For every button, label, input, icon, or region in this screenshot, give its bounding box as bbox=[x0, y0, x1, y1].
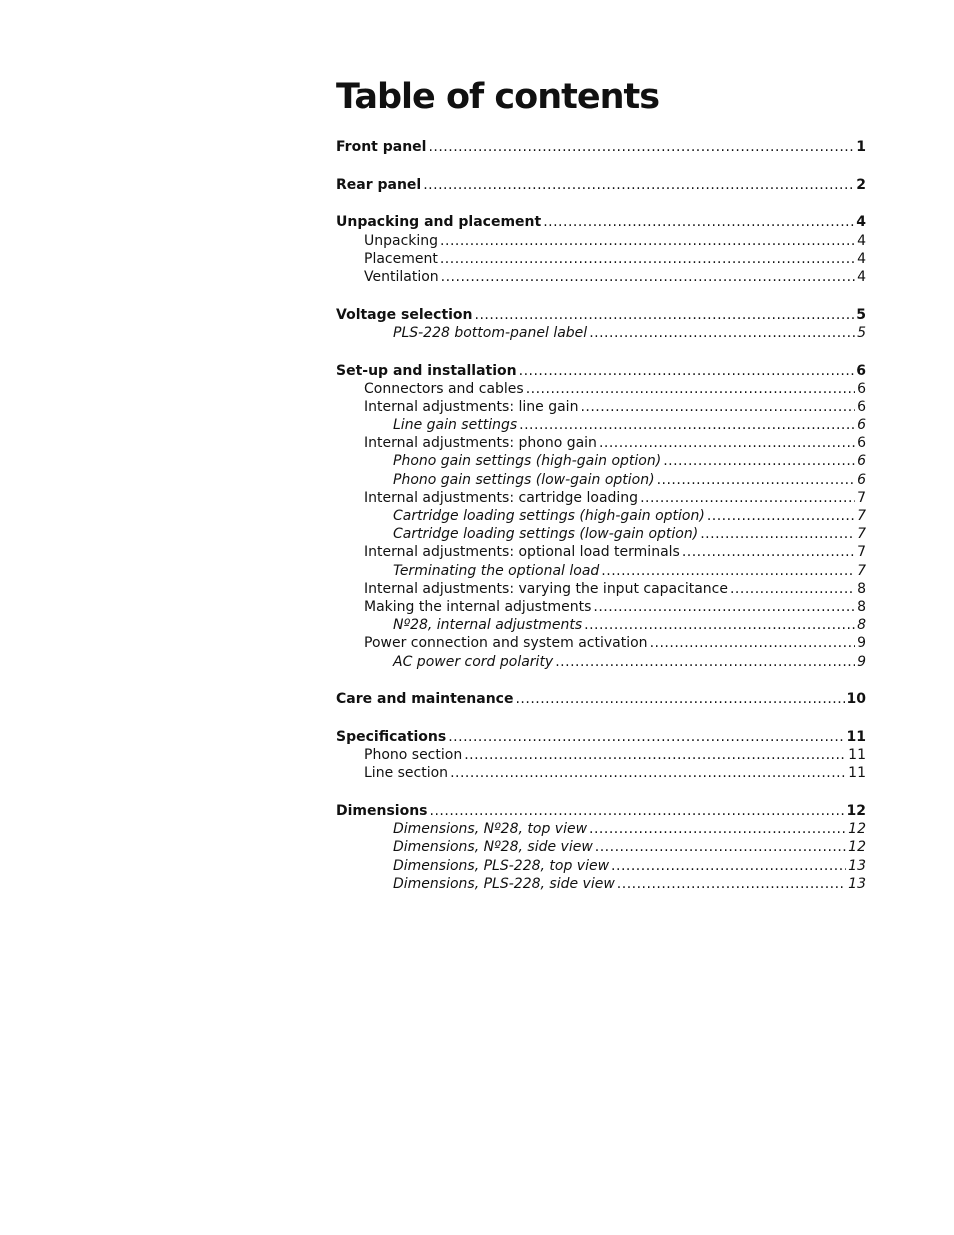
toc-dot-leader bbox=[450, 764, 846, 782]
toc-entry-label: Dimensions, Nº28, side view bbox=[393, 839, 593, 856]
toc-entry-label: Set-up and installation bbox=[336, 362, 517, 379]
toc-page-number: 7 bbox=[857, 562, 866, 579]
toc-page-number: 12 bbox=[846, 802, 866, 819]
toc-page-number: 5 bbox=[857, 324, 866, 341]
toc-entry-label: Internal adjustments: phono gain bbox=[364, 435, 597, 452]
toc-entry-label: Internal adjustments: varying the input capacitance bbox=[364, 580, 728, 597]
toc-dot-leader bbox=[584, 616, 855, 634]
toc-entry-label: PLS-228 bottom-panel label bbox=[393, 324, 588, 341]
toc-page-number: 12 bbox=[848, 839, 866, 856]
toc-page-number: 12 bbox=[848, 821, 866, 838]
toc-dot-leader bbox=[430, 802, 845, 820]
toc-dot-leader bbox=[423, 176, 854, 194]
toc-dot-leader bbox=[657, 471, 856, 489]
toc-section-entry[interactable] bbox=[336, 138, 866, 156]
toc-page-number: 13 bbox=[848, 857, 866, 874]
toc-dot-leader bbox=[707, 507, 855, 525]
toc-subsubsection-entry[interactable] bbox=[336, 507, 866, 525]
toc-entry-label: Unpacking bbox=[364, 232, 439, 249]
toc-entry-label: Making the internal adjustments bbox=[364, 598, 592, 615]
toc-entry-label: Line gain settings bbox=[393, 417, 518, 434]
toc-subsubsection-entry[interactable] bbox=[336, 416, 866, 434]
toc-dot-leader bbox=[595, 838, 846, 856]
toc-dot-leader bbox=[519, 362, 855, 380]
toc-dot-leader bbox=[555, 653, 855, 671]
toc-entry-label: Phono section bbox=[364, 747, 463, 764]
toc-dot-leader bbox=[617, 875, 846, 893]
toc-dot-leader bbox=[519, 416, 855, 434]
toc-entry-label: Cartridge loading settings (high-gain option) bbox=[393, 508, 705, 524]
toc-entry-label: Rear panel bbox=[336, 176, 422, 193]
toc-dot-leader bbox=[650, 634, 856, 652]
toc-entry-label: Connectors and cables bbox=[364, 380, 524, 397]
toc-subsubsection-entry[interactable] bbox=[336, 471, 866, 489]
toc-entry-label: Front panel bbox=[336, 139, 427, 155]
toc-section-entry[interactable] bbox=[336, 176, 866, 194]
toc-subsection-entry[interactable] bbox=[336, 250, 866, 268]
toc-entry-label: Ventilation bbox=[364, 268, 439, 285]
toc-subsubsection-entry[interactable] bbox=[336, 616, 866, 634]
toc-page-number: 8 bbox=[857, 598, 866, 615]
toc-page-number: 6 bbox=[857, 435, 866, 452]
toc-page-number: 9 bbox=[857, 653, 866, 670]
toc-subsection-entry[interactable] bbox=[336, 580, 866, 598]
toc-entry-label: Cartridge loading settings (low-gain option) bbox=[393, 526, 699, 543]
toc-entry-label: Phono gain settings (high-gain option) bbox=[393, 453, 662, 470]
toc-entry-label: Unpacking and placement bbox=[336, 214, 542, 231]
toc-dot-leader bbox=[580, 398, 855, 416]
toc-subsubsection-entry[interactable] bbox=[336, 875, 866, 893]
toc-entry-label: Internal adjustments: line gain bbox=[364, 398, 579, 415]
toc-section-entry[interactable] bbox=[336, 728, 866, 746]
toc-subsection-entry[interactable] bbox=[336, 380, 866, 398]
toc-page-number: 6 bbox=[857, 453, 866, 470]
toc-dot-leader bbox=[475, 306, 855, 324]
toc-page-number: 7 bbox=[857, 526, 866, 543]
toc-page-number: 9 bbox=[857, 635, 866, 652]
toc-dot-leader bbox=[611, 857, 846, 875]
toc-dot-leader bbox=[593, 598, 855, 616]
toc-entry-label: AC power cord polarity bbox=[393, 653, 554, 670]
toc-page-number: 6 bbox=[856, 362, 866, 379]
page-title: Table of contents bbox=[336, 77, 660, 117]
toc-page-number: 11 bbox=[848, 765, 866, 782]
toc-subsection-entry[interactable] bbox=[336, 398, 866, 416]
toc-entry-label: Dimensions bbox=[336, 802, 428, 819]
toc-page-number: 4 bbox=[857, 232, 866, 249]
toc-subsubsection-entry[interactable] bbox=[336, 820, 866, 838]
toc-dot-leader bbox=[589, 820, 846, 838]
toc-dot-leader bbox=[663, 452, 855, 470]
toc-subsubsection-entry[interactable] bbox=[336, 324, 866, 342]
toc-section-entry[interactable] bbox=[336, 802, 866, 820]
toc-page-number: 2 bbox=[856, 176, 866, 193]
toc-subsubsection-entry[interactable] bbox=[336, 562, 866, 580]
toc-dot-leader bbox=[440, 250, 855, 268]
toc-subsubsection-entry[interactable] bbox=[336, 857, 866, 875]
toc-section-entry[interactable] bbox=[336, 213, 866, 231]
toc-dot-leader bbox=[543, 213, 854, 231]
toc-dot-leader bbox=[448, 728, 844, 746]
toc-entry-label: Placement bbox=[364, 250, 438, 267]
toc-subsection-entry[interactable] bbox=[336, 232, 866, 250]
toc-section-entry[interactable] bbox=[336, 690, 866, 708]
toc-page-number: 13 bbox=[848, 875, 866, 892]
toc-page-number: 1 bbox=[856, 139, 866, 155]
toc-subsection-entry[interactable] bbox=[336, 543, 866, 561]
toc-page-number: 6 bbox=[857, 417, 866, 434]
toc-subsection-entry[interactable] bbox=[336, 764, 866, 782]
toc-dot-leader bbox=[464, 746, 846, 764]
toc-subsection-entry[interactable] bbox=[336, 268, 866, 286]
toc-subsubsection-entry[interactable] bbox=[336, 525, 866, 543]
toc-dot-leader bbox=[526, 380, 855, 398]
toc-page-number: 11 bbox=[846, 728, 866, 745]
toc-page-number: 6 bbox=[857, 398, 866, 415]
toc-dot-leader bbox=[515, 690, 844, 708]
toc-dot-leader bbox=[601, 562, 855, 580]
toc-page-number: 6 bbox=[857, 471, 866, 488]
toc-entry-label: Dimensions, Nº28, top view bbox=[393, 821, 588, 838]
toc-subsection-entry[interactable] bbox=[336, 598, 866, 616]
toc-entry-label: Internal adjustments: optional load terminals bbox=[364, 544, 680, 561]
toc-entry-label: Dimensions, PLS-228, top view bbox=[393, 857, 610, 874]
toc-subsection-entry[interactable] bbox=[336, 434, 866, 452]
toc-page-number: 7 bbox=[857, 489, 866, 506]
toc-page-number: 4 bbox=[857, 268, 866, 285]
toc-page-number: 4 bbox=[857, 250, 866, 267]
toc-entry-label: Care and maintenance bbox=[336, 691, 514, 708]
toc-subsubsection-entry[interactable] bbox=[336, 452, 866, 470]
toc-entry-label: Voltage selection bbox=[336, 306, 473, 323]
toc-subsection-entry[interactable] bbox=[336, 634, 866, 652]
toc-dot-leader bbox=[441, 268, 855, 286]
toc-entry-label: Specifications bbox=[336, 728, 447, 745]
toc-page-number: 8 bbox=[857, 617, 866, 634]
toc-section-entry[interactable] bbox=[336, 306, 866, 324]
toc-dot-leader bbox=[440, 232, 855, 250]
toc-page-number: 10 bbox=[846, 691, 866, 708]
toc-subsection-entry[interactable] bbox=[336, 746, 866, 764]
toc-entry-label: Terminating the optional load bbox=[393, 562, 600, 579]
toc-page-number: 5 bbox=[856, 306, 866, 323]
toc-page-number: 7 bbox=[857, 508, 866, 524]
toc-subsubsection-entry[interactable] bbox=[336, 653, 866, 671]
toc-dot-leader bbox=[682, 543, 855, 561]
toc-dot-leader bbox=[589, 324, 855, 342]
toc-entry-label: Power connection and system activation bbox=[364, 635, 648, 652]
toc-page-number: 4 bbox=[856, 214, 866, 231]
toc-entry-label: Phono gain settings (low-gain option) bbox=[393, 471, 655, 488]
toc-dot-leader bbox=[640, 489, 855, 507]
toc-entry-label: Nº28, internal adjustments bbox=[393, 617, 583, 634]
toc-page-number: 6 bbox=[857, 380, 866, 397]
toc-dot-leader bbox=[599, 434, 855, 452]
toc-dot-leader bbox=[700, 525, 855, 543]
toc-entry-label: Line section bbox=[364, 765, 449, 782]
toc-page-number: 7 bbox=[857, 544, 866, 561]
toc-subsection-entry[interactable] bbox=[336, 489, 866, 507]
toc-page-number: 11 bbox=[848, 747, 866, 764]
toc-subsubsection-entry[interactable] bbox=[336, 838, 866, 856]
toc-dot-leader bbox=[730, 580, 855, 598]
toc-dot-leader bbox=[428, 138, 854, 156]
toc-entry-label: Dimensions, PLS-228, side view bbox=[393, 875, 615, 892]
toc-page-number: 8 bbox=[857, 580, 866, 597]
toc-entry-label: Internal adjustments: cartridge loading bbox=[364, 489, 639, 506]
table-of-contents bbox=[336, 138, 866, 893]
toc-section-entry[interactable] bbox=[336, 362, 866, 380]
